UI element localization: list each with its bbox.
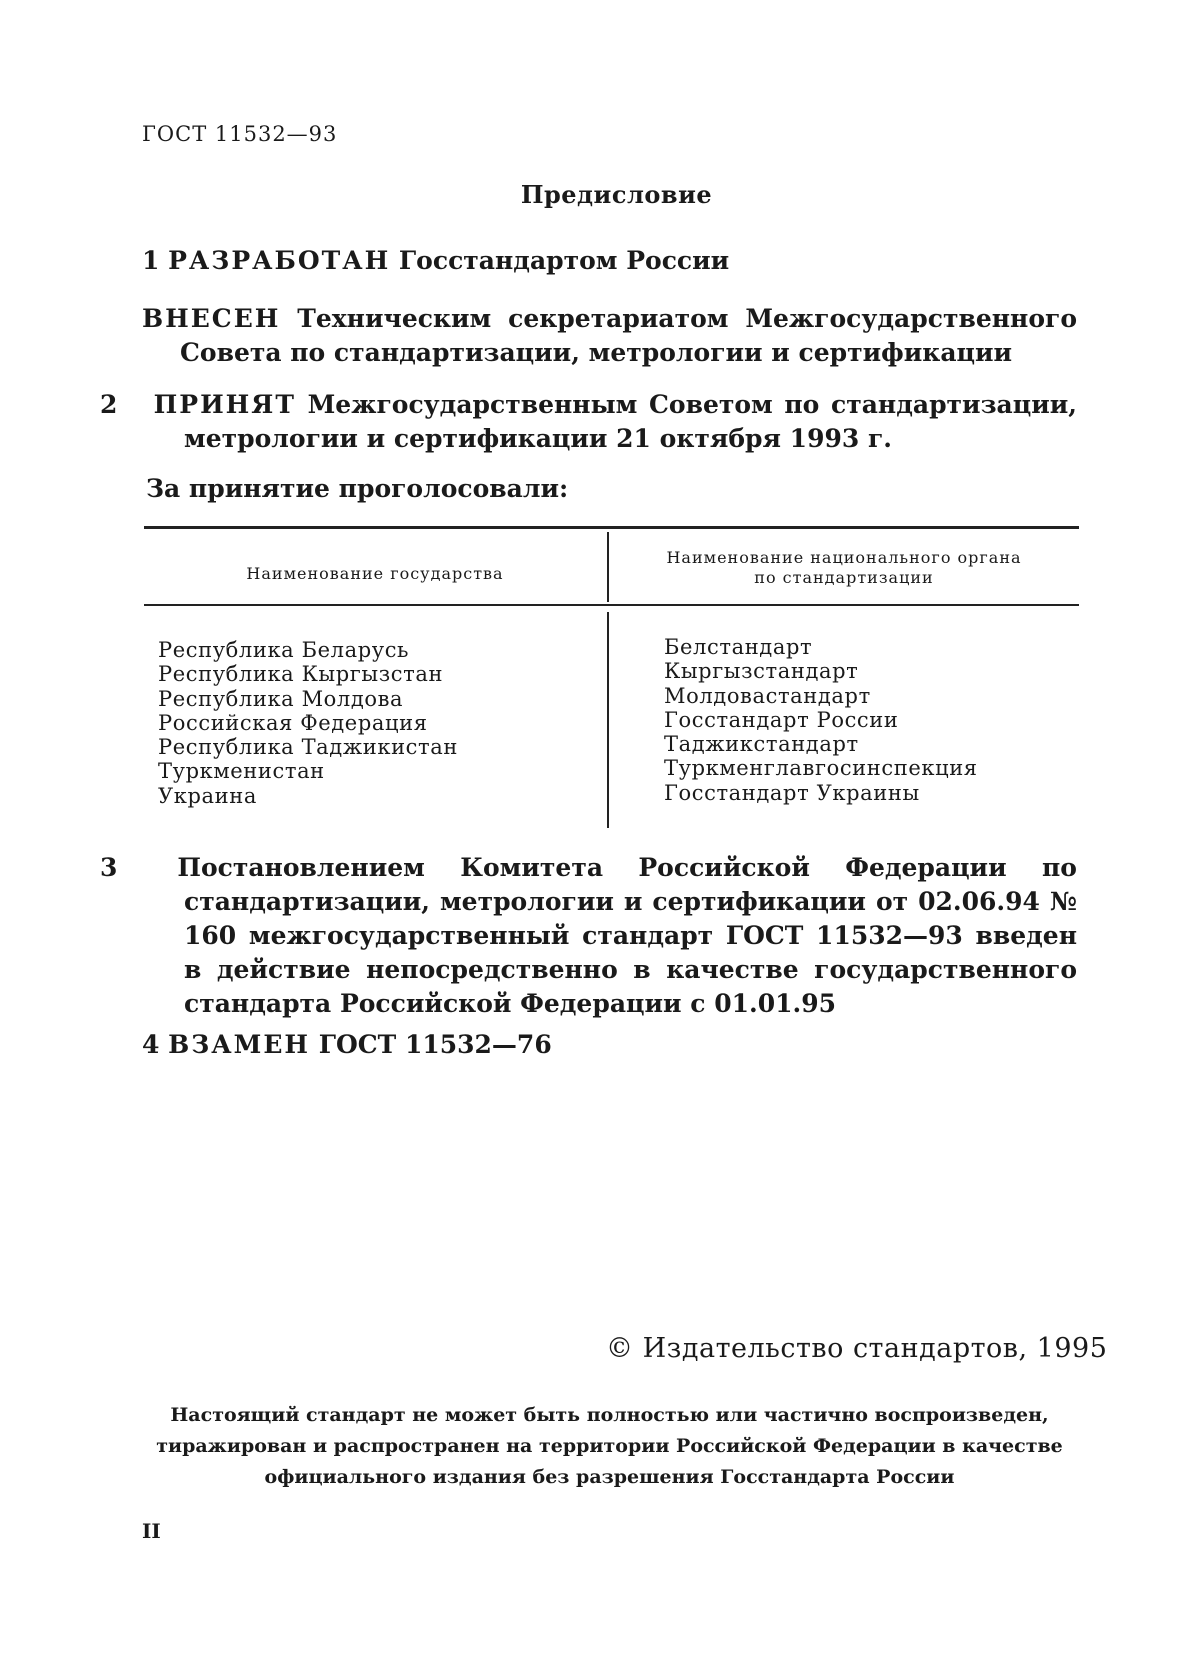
document-header: ГОСТ 11532—93 xyxy=(142,122,338,146)
list-item: Украина xyxy=(158,783,257,808)
list-item: Молдовастандарт xyxy=(664,683,871,708)
section-1-number: 1 xyxy=(142,246,160,275)
list-item: Белстандарт xyxy=(664,635,813,659)
table-header-body xyxy=(610,548,1078,588)
section-3: 3 Постановлением Комитета Российской Федерации по стандартизации, метрологии и сертификации от 02.06.94 № 160 межгосударственный стандарт ГОСТ 11532—93 введен в действие непосредственно в качестве государственного стандарта Российской Федерации с 01.01.95 xyxy=(100,853,1077,1018)
table-header-state: Наименование государства xyxy=(246,564,504,583)
list-item: Республика Таджикистан xyxy=(158,735,458,760)
section-2-text: Межгосударственным Советом по стандартизации, метрологии и сертификации 21 октября 1993 г. xyxy=(184,390,1077,453)
list-item: Госстандарт Украины xyxy=(664,780,920,805)
section-1-keyword: РАЗРАБОТАН xyxy=(168,246,391,275)
page-title: Предисловие xyxy=(520,180,713,209)
section-1 xyxy=(142,244,1082,278)
table-body-divider xyxy=(607,612,609,828)
state-list xyxy=(158,638,458,808)
table-header-body-line1: Наименование национального органа xyxy=(666,548,1022,567)
section-4-text: ГОСТ 11532—76 xyxy=(318,1030,552,1059)
list-item: Туркменистан xyxy=(158,759,325,784)
list-item: Российская Федерация xyxy=(158,710,428,735)
page-number: II xyxy=(142,1519,161,1543)
list-item: Таджикстандарт xyxy=(664,732,859,757)
list-item: Республика Беларусь xyxy=(158,638,410,662)
section-4-number: 4 xyxy=(142,1030,160,1059)
section-1b-keyword: ВНЕСЕН xyxy=(142,304,281,333)
list-item: Госстандарт России xyxy=(664,707,899,732)
section-3-text: Постановлением Комитета Российской Федерации по стандартизации, метрологии и сертификации от 02.06.94 № 160 межгосударственный стандарт ГОСТ 11532—93 введен в действие непосредственно в качестве государственного стандарта Российской Федерации с 01.01.95 xyxy=(177,853,1077,1018)
table-header-divider xyxy=(607,532,609,602)
copyright-notice: © Издательство стандартов, 1995 xyxy=(606,1333,1108,1364)
table-top-rule xyxy=(144,526,1079,529)
section-2: 2 ПРИНЯТ Межгосударственным Советом по стандартизации, метрологии и сертификации 21 октября 1993 г. xyxy=(100,390,1077,453)
list-item: Республика Молдова xyxy=(158,686,404,711)
list-item: Кыргызстандарт xyxy=(664,659,859,684)
footer-notice: Настоящий стандарт не может быть полностью или частично воспроизведен, тиражирован и распространен на территории Российской Федерации в качестве официального издания без разрешения Госстандарта России xyxy=(156,1404,1063,1488)
section-4 xyxy=(142,1028,1082,1062)
section-4-keyword: ВЗАМЕН xyxy=(168,1030,310,1059)
section-2-keyword: ПРИНЯТ xyxy=(153,390,296,419)
section-1b-text: Техническим секретариатом Межгосударственного Совета по стандартизации, метрологии и сертификации xyxy=(180,304,1077,367)
body-list xyxy=(664,635,978,805)
section-1b xyxy=(142,302,1077,370)
list-item: Туркменглавгосинспекция xyxy=(664,756,978,781)
section-1-text: Госстандартом России xyxy=(398,246,730,275)
table-header-body-line2: по стандартизации xyxy=(754,568,934,587)
list-item: Республика Кыргызстан xyxy=(158,662,444,687)
vote-caption: За принятие проголосовали: xyxy=(146,474,569,503)
table-header-rule xyxy=(144,604,1079,606)
